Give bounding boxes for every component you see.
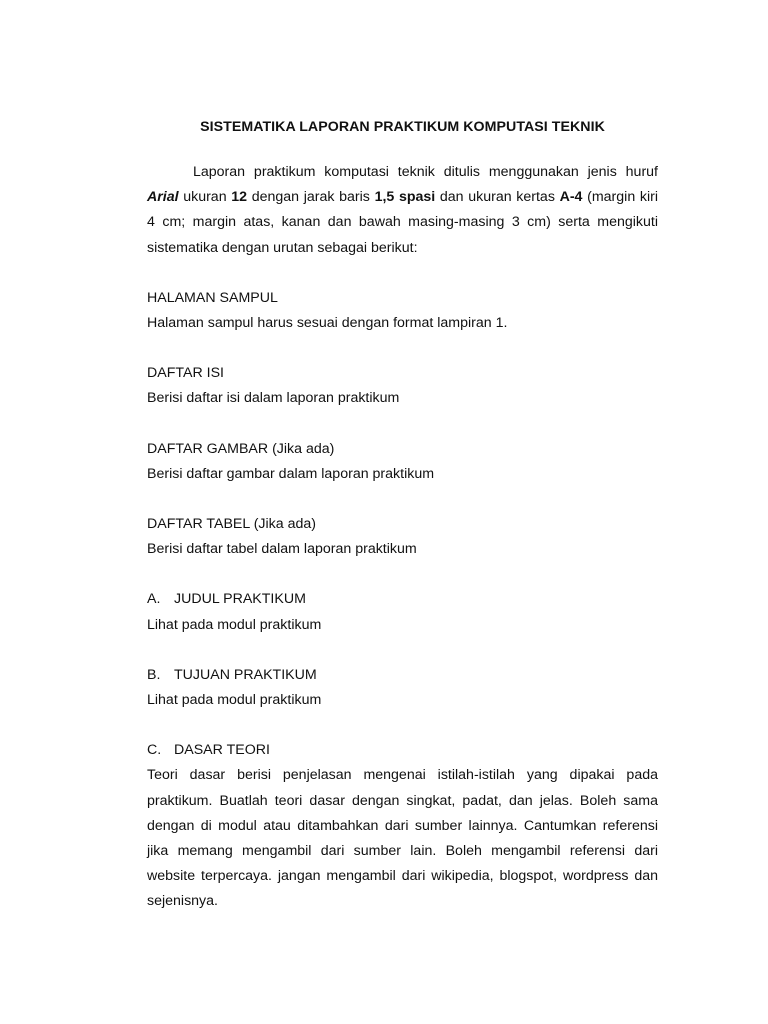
section-heading-text: JUDUL PRAKTIKUM (174, 591, 306, 608)
section-judul-praktikum (147, 587, 658, 637)
section-body: Lihat pada modul praktikum (147, 692, 322, 709)
intro-paper-size: A-4 (559, 189, 583, 206)
section-letter: A. (147, 591, 161, 608)
section-body: Berisi daftar isi dalam laporan praktikum (147, 390, 400, 407)
document-title: SISTEMATIKA LAPORAN PRAKTIKUM KOMPUTASI TEKNIK (200, 119, 605, 135)
section-heading-text: TUJUAN PRAKTIKUM (174, 666, 317, 683)
section-tujuan-praktikum (147, 663, 658, 713)
intro-paragraph (147, 160, 658, 261)
section-body: Berisi daftar tabel dalam laporan praktikum (147, 541, 417, 558)
intro-text-2: ukuran (178, 189, 232, 206)
intro-text-4: dan ukuran kertas (435, 189, 560, 206)
section-heading: DAFTAR ISI (147, 365, 224, 382)
section-daftar-tabel (147, 512, 658, 562)
section-heading (147, 587, 658, 612)
intro-font-size: 12 (231, 189, 248, 206)
section-heading (147, 738, 658, 763)
section-letter: B. (147, 666, 161, 683)
section-body: Teori dasar berisi penjelasan mengenai istilah-istilah yang dipakai pada praktikum. Buatlah teori dasar dengan singkat, padat, dan jelas. Boleh sama dengan di modul atau ditambahkan dari sumber lainnya. Cantumkan referensi jika memang mengambil dari sumber lain. Boleh mengambil referensi dari website terpercaya. jangan mengambil dari wikipedia, blogspot, wordpress dan sejenisnya. (147, 767, 658, 910)
section-body: Halaman sampul harus sesuai dengan format lampiran 1. (147, 315, 508, 332)
intro-font-name: Arial (147, 189, 179, 206)
intro-text-1: Laporan praktikum komputasi teknik ditulis menggunakan jenis huruf (193, 164, 658, 180)
section-heading: HALAMAN SAMPUL (147, 289, 278, 306)
intro-line-spacing: 1,5 spasi (374, 189, 436, 206)
section-heading (147, 663, 658, 688)
intro-text-3: dengan jarak baris (247, 189, 375, 206)
intro-text-5: (margin kiri 4 cm; margin atas, kanan dan bawah masing-masing 3 cm) serta mengikuti sistematika dengan urutan sebagai berikut: (147, 189, 658, 256)
section-body: Lihat pada modul praktikum (147, 616, 322, 633)
section-body: Berisi daftar gambar dalam laporan praktikum (147, 465, 435, 482)
section-daftar-gambar (147, 437, 658, 487)
section-halaman-sampul (147, 286, 658, 336)
section-heading: DAFTAR GAMBAR (Jika ada) (147, 440, 335, 457)
section-dasar-teori (147, 738, 658, 914)
section-letter: C. (147, 742, 162, 759)
section-heading-text: DASAR TEORI (174, 742, 270, 759)
section-heading: DAFTAR TABEL (Jika ada) (147, 516, 316, 533)
document-page (147, 116, 658, 915)
section-daftar-isi (147, 361, 658, 411)
